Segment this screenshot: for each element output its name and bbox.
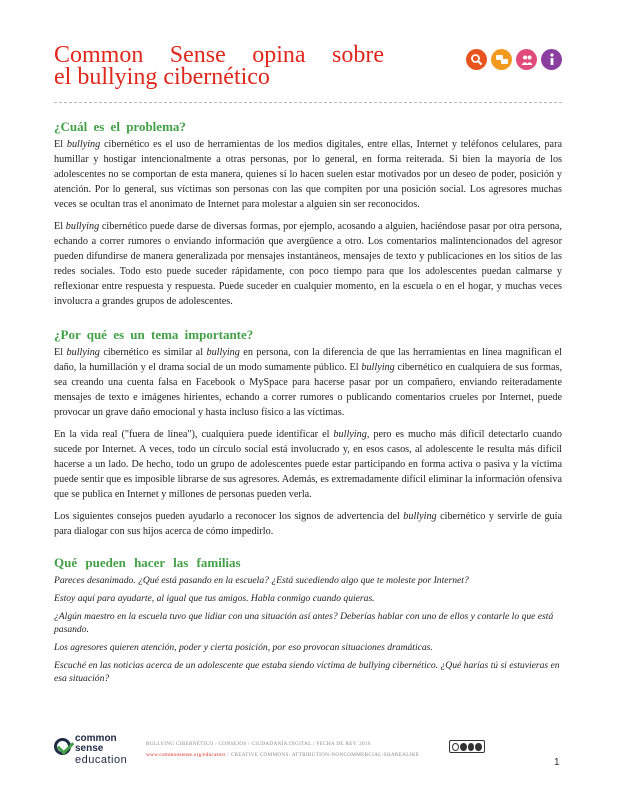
people-icon bbox=[516, 49, 537, 70]
logo-text: common bbox=[75, 733, 117, 744]
section-heading: Qué pueden hacer las familias bbox=[54, 555, 241, 570]
magnifier-icon bbox=[466, 49, 487, 70]
license-text: CREATIVE COMMONS: ATTRIBUTION-NONCOMMERCIAL-SHAREALIKE bbox=[230, 752, 420, 758]
info-icon bbox=[541, 49, 562, 70]
paragraph: El bullying cibernético puede darse de diversas formas, por ejemplo, acosando a alguien, haciéndose pasar por otra persona, echando a correr rumores o enviando información que avergüence a otro. Los comentarios malintencionados del agresor pueden difundirse de manera generalizada por mensajes instantáneos, mensajes de texto y publicaciones en los sitios de las redes sociales. Todo esto puede suceder rápidamente, con poco tiempo para que los adolescentes puedan calmarse y reflexionar entre respuesta y respuesta. Puede suceder en cualquier momento, en la escuela o en el hogar, y muchas veces involucra a grandes grupos de adolescentes. bbox=[54, 221, 562, 307]
section-important bbox=[54, 326, 562, 539]
section-families bbox=[54, 554, 562, 685]
header-divider bbox=[54, 102, 562, 103]
logo-text: sense bbox=[75, 743, 104, 754]
header-icons bbox=[466, 49, 562, 70]
conversation-prompts bbox=[54, 574, 562, 685]
page-number: 1 bbox=[554, 757, 560, 768]
footer bbox=[54, 730, 562, 770]
list-item: Estoy aquí para ayudarte, al igual que tus amigos. Habla conmigo cuando quieras. bbox=[54, 593, 375, 604]
paragraph: Los siguientes consejos pueden ayudarlo a reconocer los signos de advertencia del bullying cibernético y servirle de guía para dialogar con sus hijos acerca de cómo impedirlo. bbox=[54, 511, 562, 537]
paragraph: El bullying cibernético es similar al bullying en persona, con la diferencia de que las herramientas en línea magnifican el daño, la humillación y el drama social de un modo sumamente público. El bullying cibernético en cualquiera de sus formas, sea creando una cuenta falsa en Facebook o MySpace para hacerse pasar por un compañero, enviando reiteradamente mensajes de texto e imágenes hirientes, echando a correr rumores o publicando comentarios crueles por Internet, puede provocar un grave daño emocional y hasta incluso físico a las víctimas. bbox=[54, 347, 563, 418]
footer-meta-2: www.commonsense.org/educators / CREATIVE COMMONS: ATTRIBUTION-NONCOMMERCIAL-SHAREALIKE bbox=[146, 752, 420, 758]
paragraph: El bullying cibernético es el uso de herramientas de los medios digitales, entre ellas, Internet y teléfonos celulares, para humillar y hostigar intencionalmente a otras personas, por lo general, en forma reiterada. Si bien la mayoría de los adolescentes no se comportan de esta manera, quienes sí lo hacen suelen estar motivados por un deseo de poder, posición y atención. Por lo general, sus víctimas son personas con las que compiten por una posición social. Los agresores muchas veces se ocultan tras el anonimato de Internet para molestar a alguien sin ser reconocidos. bbox=[54, 139, 562, 210]
chat-bubbles-icon bbox=[491, 49, 512, 70]
common-sense-logo bbox=[54, 734, 134, 770]
paragraph: En la vida real ("fuera de línea"), cualquiera puede identificar el bullying, pero es mucho más difícil detectarlo cuando sucede por Internet. A veces, todo un círculo social está involucrado y, en esos casos, al adolescente le resulta más difícil hacerse a un lado. De hecho, todo un grupo de adolescentes puede estar participando en forma activa o pasiva y la víctima puede sentir que es imposible librarse de sus agresores. Además, es extremadamente difícil eliminar la información ofensiva que se publica en Internet y millones de personas pueden verla. bbox=[54, 429, 562, 500]
list-item: Pareces desanimado. ¿Qué está pasando en la escuela? ¿Está sucediendo algo que te moleste por Internet? bbox=[54, 575, 469, 586]
section-heading: ¿Cuál es el problema? bbox=[54, 119, 186, 134]
main-content bbox=[54, 118, 562, 690]
section-heading: ¿Por qué es un tema importante? bbox=[54, 327, 254, 342]
page-title-line1: Common Sense opina sobre bbox=[54, 42, 384, 68]
page-title bbox=[54, 44, 384, 88]
creative-commons-badge-icon bbox=[449, 740, 485, 753]
list-item: Escuché en las noticias acerca de un adolescente que estaba siendo víctima de bullying cibernético. ¿Qué harías tú si estuvieras en esa situación? bbox=[54, 660, 560, 684]
logo-text: education bbox=[75, 754, 128, 766]
footer-link[interactable]: www.commonsense.org/educators bbox=[146, 752, 226, 758]
section-problem bbox=[54, 118, 562, 309]
footer-meta: BULLYING CIBERNÉTICO / CONSEJOS / CIUDADANÍA DIGITAL / FECHA DE REV. 2016 bbox=[146, 741, 371, 747]
list-item: ¿Algún maestro en la escuela tuvo que lidiar con una situación así antes? Deberías hablar con uno de ellos y contarle lo que está pasando. bbox=[54, 611, 554, 635]
page-title-line2: el bullying cibernético bbox=[54, 64, 270, 90]
list-item: Los agresores quieren atención, poder y cierta posición, por eso provocan situaciones dramáticas. bbox=[54, 642, 433, 653]
